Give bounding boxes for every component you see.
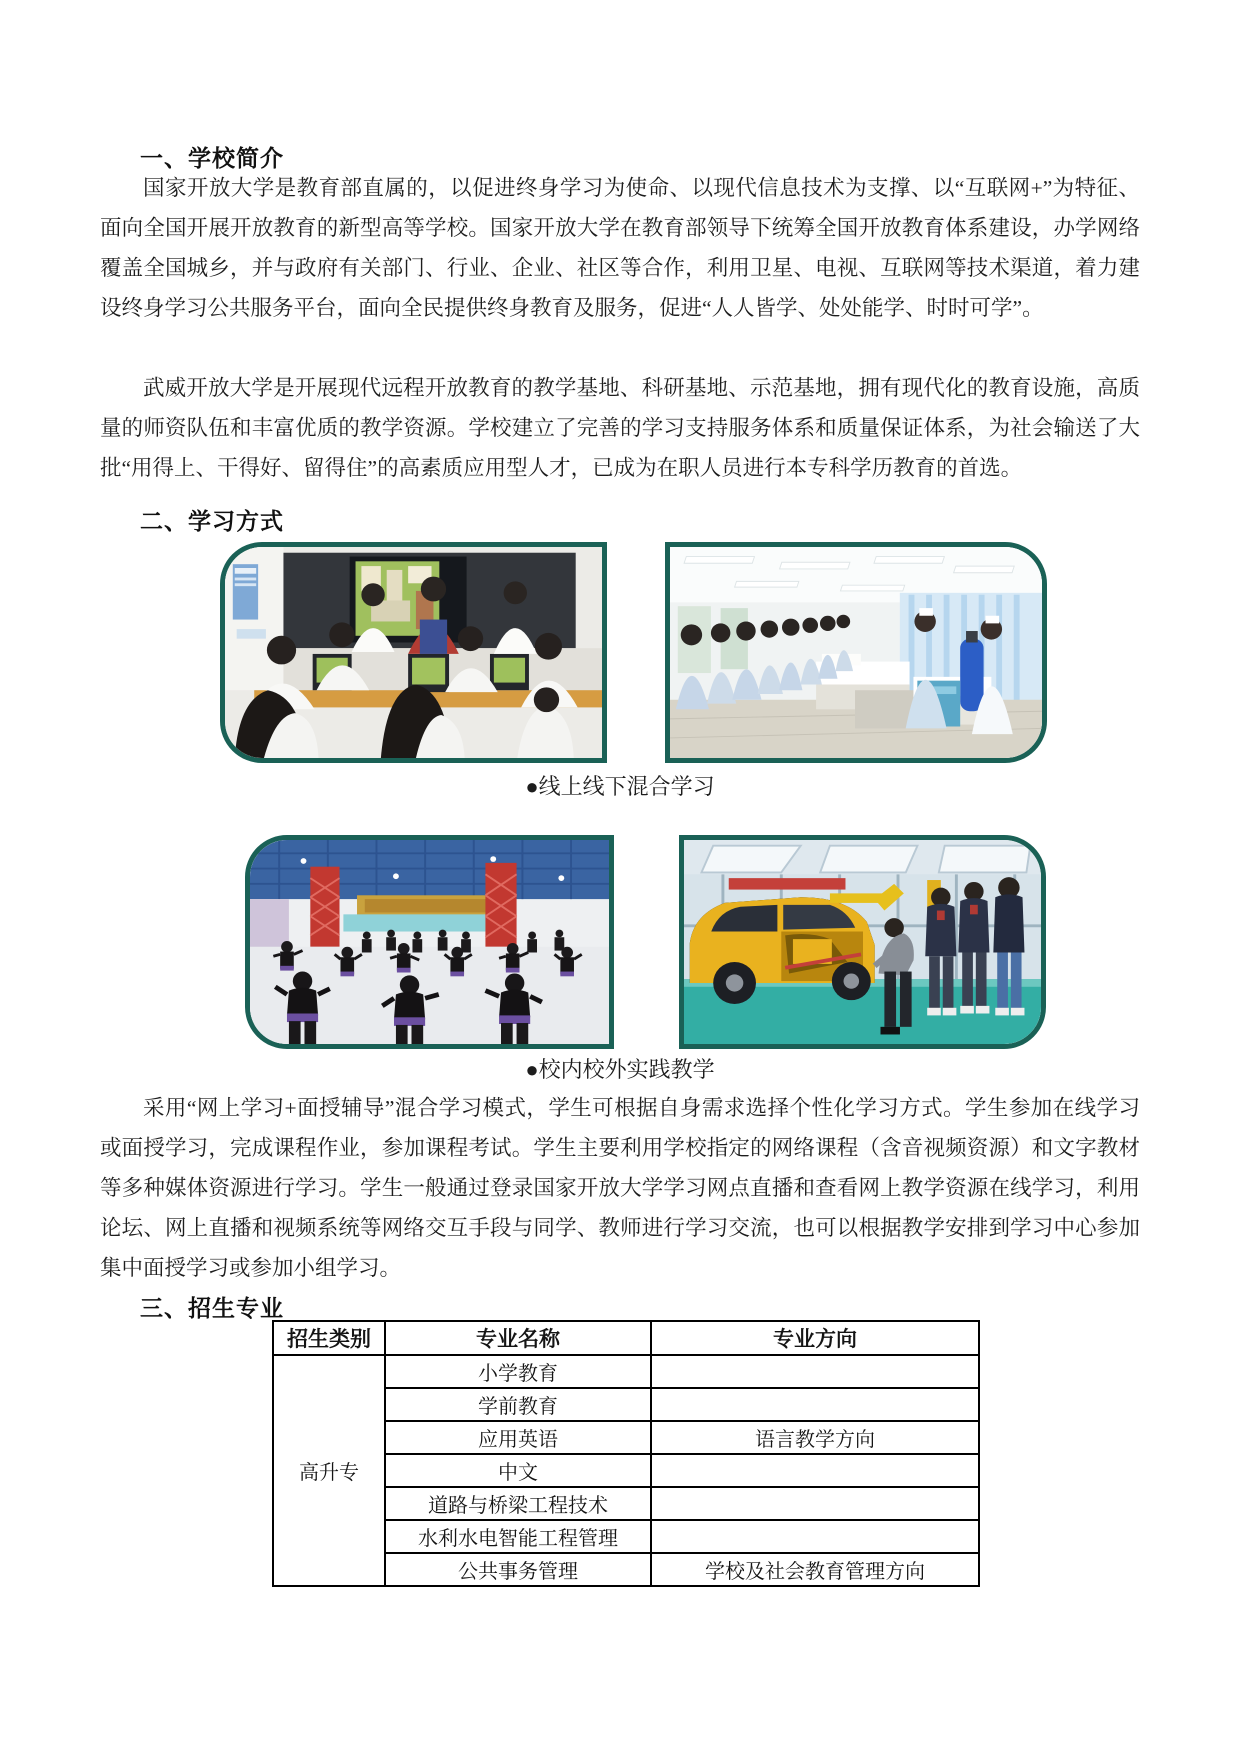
cell-direction xyxy=(651,1355,979,1388)
cell-direction xyxy=(651,1388,979,1421)
cell-direction xyxy=(651,1520,979,1553)
section2-heading: 二、学习方式 xyxy=(140,509,284,535)
cell-direction: 学校及社会教育管理方向 xyxy=(651,1553,979,1586)
photo-auto-workshop-art xyxy=(684,840,1041,1044)
header-major-name: 专业名称 xyxy=(385,1321,651,1355)
cell-major: 道路与桥梁工程技术 xyxy=(385,1487,651,1520)
photo-computer-classroom-art xyxy=(225,547,602,758)
photo-auto-workshop xyxy=(679,835,1046,1049)
cell-major: 小学教育 xyxy=(385,1355,651,1388)
paragraph-learning-mode: 采用“网上学习+面授辅导”混合学习模式，学生可根据自身需求选择个性化学习方式。学生参加在线学习或面授学习，完成课程作业，参加课程考试。学生主要利用学校指定的网络课程（含音视频资源）和文字教材等多种媒体资源进行学习。学生一般通过登录国家开放大学学习网点直播和查看网上教学资源在线学习，利用论坛、网上直播和视频系统等网络交互手段与同学、教师进行学习交流，也可以根据教学安排到学习中心参加集中面授学习或参加小组学习。 xyxy=(100,1096,1140,1280)
photo-computer-classroom xyxy=(220,542,607,763)
cell-major: 水利水电智能工程管理 xyxy=(385,1520,651,1553)
paragraph-school-intro-1: 国家开放大学是教育部直属的，以促进终身学习为使命、以现代信息技术为支撑、以“互联网+”为特征、面向全国开展开放教育的新型高等学校。国家开放大学在教育部领导下统筹全国开放教育体系建设，办学网络覆盖全国城乡，并与政府有关部门、行业、企业、社区等合作，利用卫星、电视、互联网等技术渠道，着力建设终身学习公共服务平台，面向全民提供终身教育及服务，促进“人人皆学、处处能学、时时可学”。 xyxy=(100,176,1140,320)
majors-table-header-row xyxy=(273,1321,979,1355)
section1-heading: 一、学校简介 xyxy=(140,146,284,172)
cell-category: 高升专 xyxy=(273,1355,385,1586)
cell-direction: 语言教学方向 xyxy=(651,1421,979,1454)
photo-nursing-ward xyxy=(665,542,1047,763)
cell-major: 学前教育 xyxy=(385,1388,651,1421)
photo-nursing-ward-art xyxy=(670,547,1042,758)
header-major-direction: 专业方向 xyxy=(651,1321,979,1355)
cell-major: 公共事务管理 xyxy=(385,1553,651,1586)
cell-major: 应用英语 xyxy=(385,1421,651,1454)
table-row xyxy=(273,1355,979,1388)
cell-major: 中文 xyxy=(385,1454,651,1487)
cell-direction xyxy=(651,1454,979,1487)
section3-heading: 三、招生专业 xyxy=(140,1296,284,1322)
cell-direction xyxy=(651,1487,979,1520)
caption-blended-learning: ●线上线下混合学习 xyxy=(525,774,715,799)
paragraph-school-intro-2: 武威开放大学是开展现代远程开放教育的教学基地、科研基地、示范基地，拥有现代化的教育设施，高质量的师资队伍和丰富优质的教学资源。学校建立了完善的学习支持服务体系和质量保证体系，为社会输送了大批“用得上、干得好、留得住”的高素质应用型人才，已成为在职人员进行本专科学历教育的首选。 xyxy=(100,376,1140,480)
header-enroll-category: 招生类别 xyxy=(273,1321,385,1355)
majors-table xyxy=(272,1320,980,1587)
photo-dance-studio-art xyxy=(250,840,609,1044)
photo-dance-studio xyxy=(245,835,614,1049)
caption-practice-teaching: ●校内校外实践教学 xyxy=(525,1057,715,1082)
